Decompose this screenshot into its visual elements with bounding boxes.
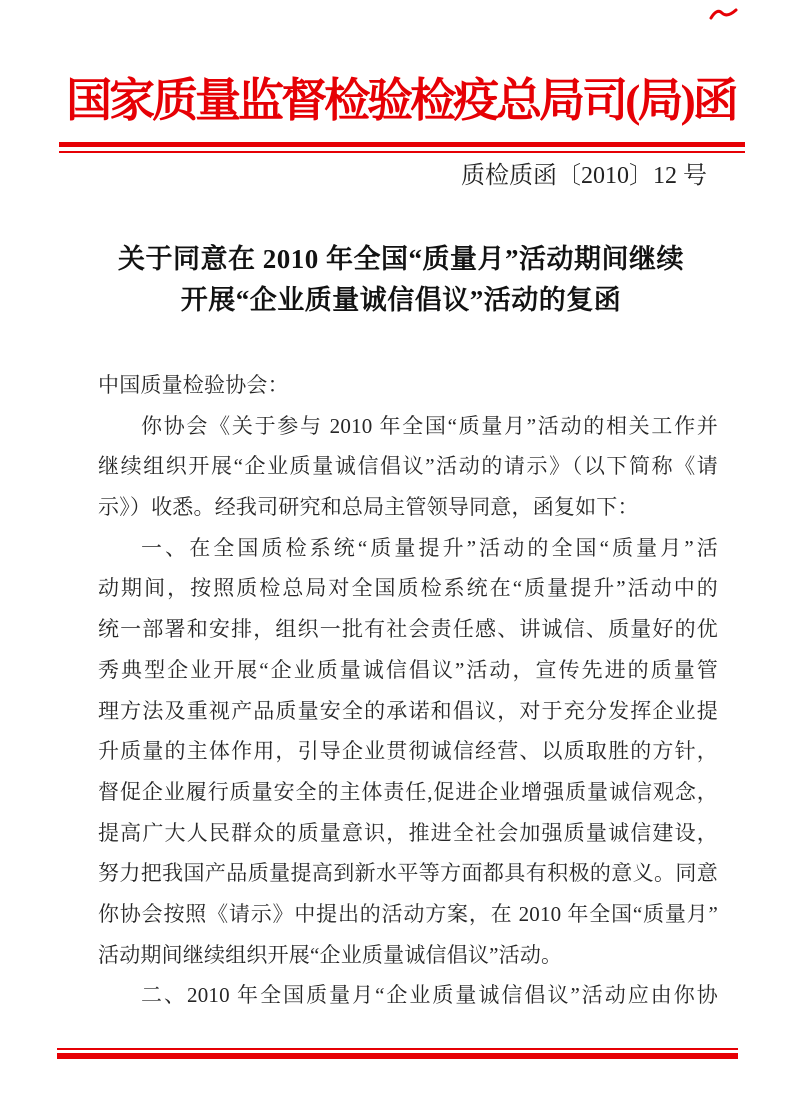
body-line-recipient: 中国质量检验协会：	[98, 373, 289, 397]
body-line: 二、2010 年全国质量月“企业质量诚信倡议”活动应由你协	[141, 983, 718, 1008]
body-line: 活动期间继续组织开展“企业质量诚信倡议”活动。	[98, 942, 563, 967]
letter-title	[0, 239, 802, 321]
header-divider	[59, 142, 745, 153]
body-line: 统一部署和安排，组织一批有社会责任感、讲诚信、质量好的优	[98, 617, 718, 642]
body-line: 督促企业履行质量安全的主体责任,促进企业增强质量诚信观念，	[98, 779, 718, 804]
header-divider-thin-line	[59, 151, 745, 153]
body-line: 你协会《关于参与 2010 年全国“质量月”活动的相关工作并	[141, 413, 718, 438]
body-line: 继续组织开展“企业质量诚信倡议”活动的请示》（以下简称《请	[98, 454, 718, 479]
body-line: 升质量的主体作用，引导企业贯彻诚信经营、以质取胜的方针，	[98, 739, 718, 764]
red-scan-mark-icon	[708, 4, 740, 26]
footer-divider-thin-line	[57, 1048, 738, 1050]
body-line: 提高广大人民群众的质量意识，推进全社会加强质量诚信建设，	[98, 820, 718, 845]
body-line: 动期间，按照质检总局对全国质检系统在“质量提升”活动中的	[98, 576, 718, 601]
body-line: 你协会按照《请示》中提出的活动方案，在 2010 年全国“质量月”	[98, 901, 718, 926]
body-line: 一、在全国质检系统“质量提升”活动的全国“质量月”活	[141, 535, 718, 560]
letter-body	[98, 365, 718, 1016]
body-line: 理方法及重视产品质量安全的承诺和倡议，对于充分发挥企业提	[98, 698, 718, 723]
document-number: 质检质函〔2010〕12 号	[461, 163, 707, 189]
footer-divider	[57, 1048, 738, 1059]
letter-title-line2: 开展“企业质量诚信倡议”活动的复函	[180, 285, 622, 315]
header-divider-thick-line	[59, 142, 745, 147]
body-line: 努力把我国产品质量提高到新水平等方面都具有积极的意义。同意	[98, 861, 718, 886]
letterhead-title: 国家质量监督检验检疫总局司(局)函	[66, 75, 736, 126]
footer-divider-thick-line	[57, 1053, 738, 1059]
body-line: 秀典型企业开展“企业质量诚信倡议”活动，宣传先进的质量管	[98, 657, 718, 682]
letter-title-line1: 关于同意在 2010 年全国“质量月”活动期间继续	[118, 244, 684, 274]
body-line: 示》）收悉。经我司研究和总局主管领导同意，函复如下：	[98, 495, 639, 520]
